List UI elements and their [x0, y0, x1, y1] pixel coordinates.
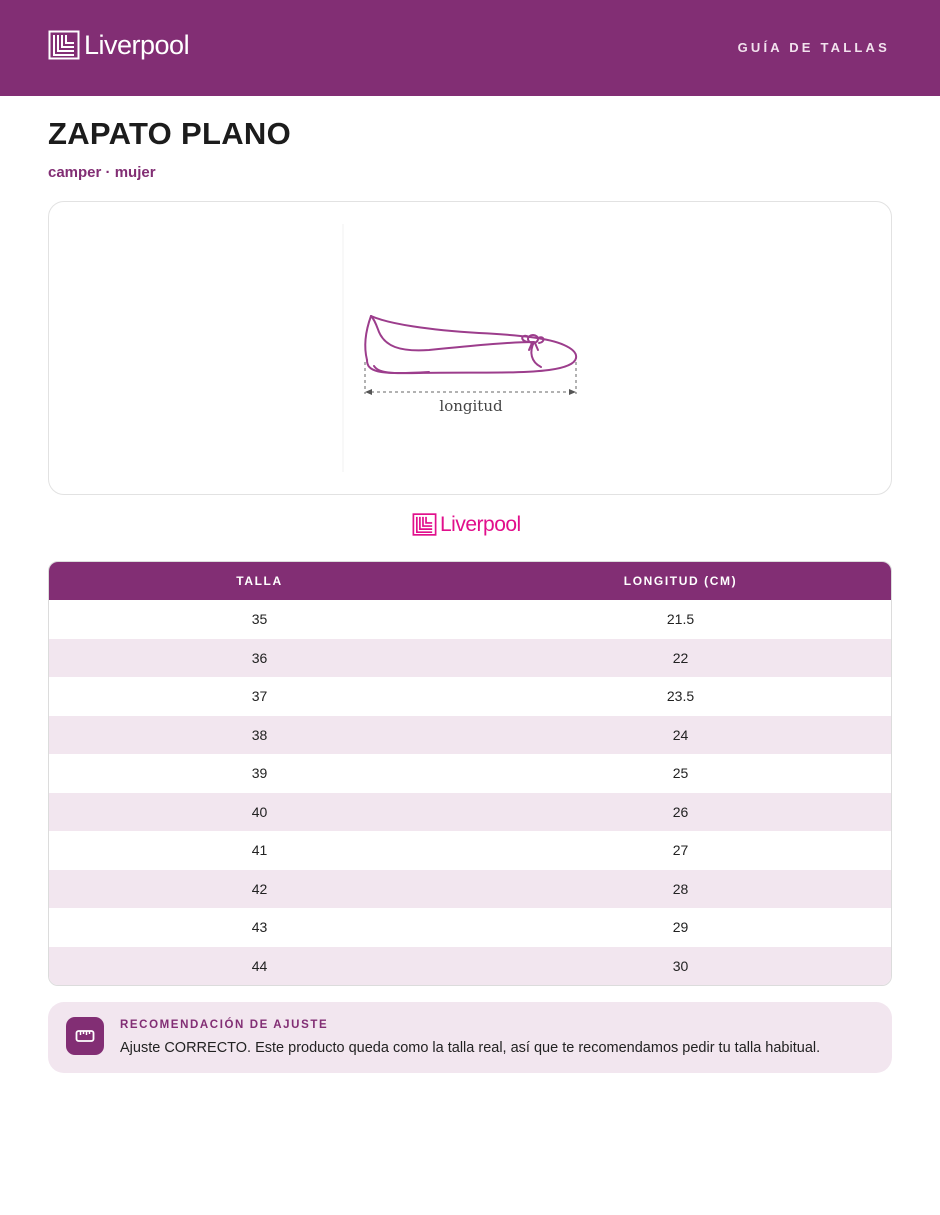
table-row	[49, 754, 891, 793]
table-row	[49, 639, 891, 678]
table-row	[49, 677, 891, 716]
size-cell: 42	[251, 880, 268, 897]
size-cell: 44	[251, 957, 268, 974]
brand-mark-name: Liverpool	[440, 513, 521, 536]
length-cell: 30	[672, 957, 689, 974]
brand-mark	[412, 513, 521, 536]
recommendation-title: RECOMENDACIÓN DE AJUSTE	[120, 1019, 329, 1031]
length-cell: 25	[672, 765, 689, 781]
flat-shoe-diagram	[49, 202, 893, 496]
column-header-size: TALLA	[236, 574, 283, 588]
column-header-length: LONGITUD (CM)	[623, 574, 738, 588]
length-cell: 21.5	[666, 611, 695, 627]
size-cell: 38	[251, 726, 268, 743]
size-cell: 43	[251, 919, 268, 935]
table-body	[49, 600, 891, 985]
table-row	[49, 793, 891, 832]
table-header	[49, 562, 891, 600]
size-cell: 41	[251, 842, 268, 858]
table-row	[49, 870, 891, 909]
table-row	[49, 600, 891, 639]
length-cell: 27	[672, 842, 689, 858]
size-cell: 37	[251, 688, 268, 704]
fit-recommendation	[48, 1002, 892, 1073]
table-row	[49, 947, 891, 986]
recommendation-text: Ajuste CORRECTO. Este producto queda como la talla real, así que te recomendamos pedir tu talla habitual.	[120, 1040, 821, 1056]
size-table	[48, 561, 892, 986]
ruler-icon	[66, 1017, 104, 1055]
liverpool-logo-icon	[48, 30, 80, 60]
size-cell: 39	[251, 765, 268, 781]
size-cell: 40	[251, 803, 268, 820]
length-cell: 26	[672, 803, 689, 820]
size-cell: 36	[251, 649, 268, 666]
page-header	[0, 0, 940, 96]
length-cell: 24	[672, 726, 689, 743]
size-cell: 35	[251, 611, 268, 627]
table-row	[49, 831, 891, 870]
brand-name: Liverpool	[84, 29, 190, 60]
table-row	[49, 716, 891, 755]
table-row	[49, 908, 891, 947]
size-guide-label: GUÍA DE TALLAS	[737, 40, 890, 55]
page-title: ZAPATO PLANO	[48, 116, 291, 151]
length-cell: 29	[672, 919, 689, 935]
length-cell: 23.5	[666, 688, 695, 704]
brand-logo[interactable]	[48, 30, 189, 60]
liverpool-logo-icon	[412, 513, 437, 536]
product-subtitle: camper · mujer	[48, 164, 156, 181]
length-cell: 22	[672, 649, 689, 666]
length-cell: 28	[672, 880, 689, 897]
measure-label: longitud	[439, 397, 503, 415]
shoe-diagram-card	[48, 201, 892, 495]
